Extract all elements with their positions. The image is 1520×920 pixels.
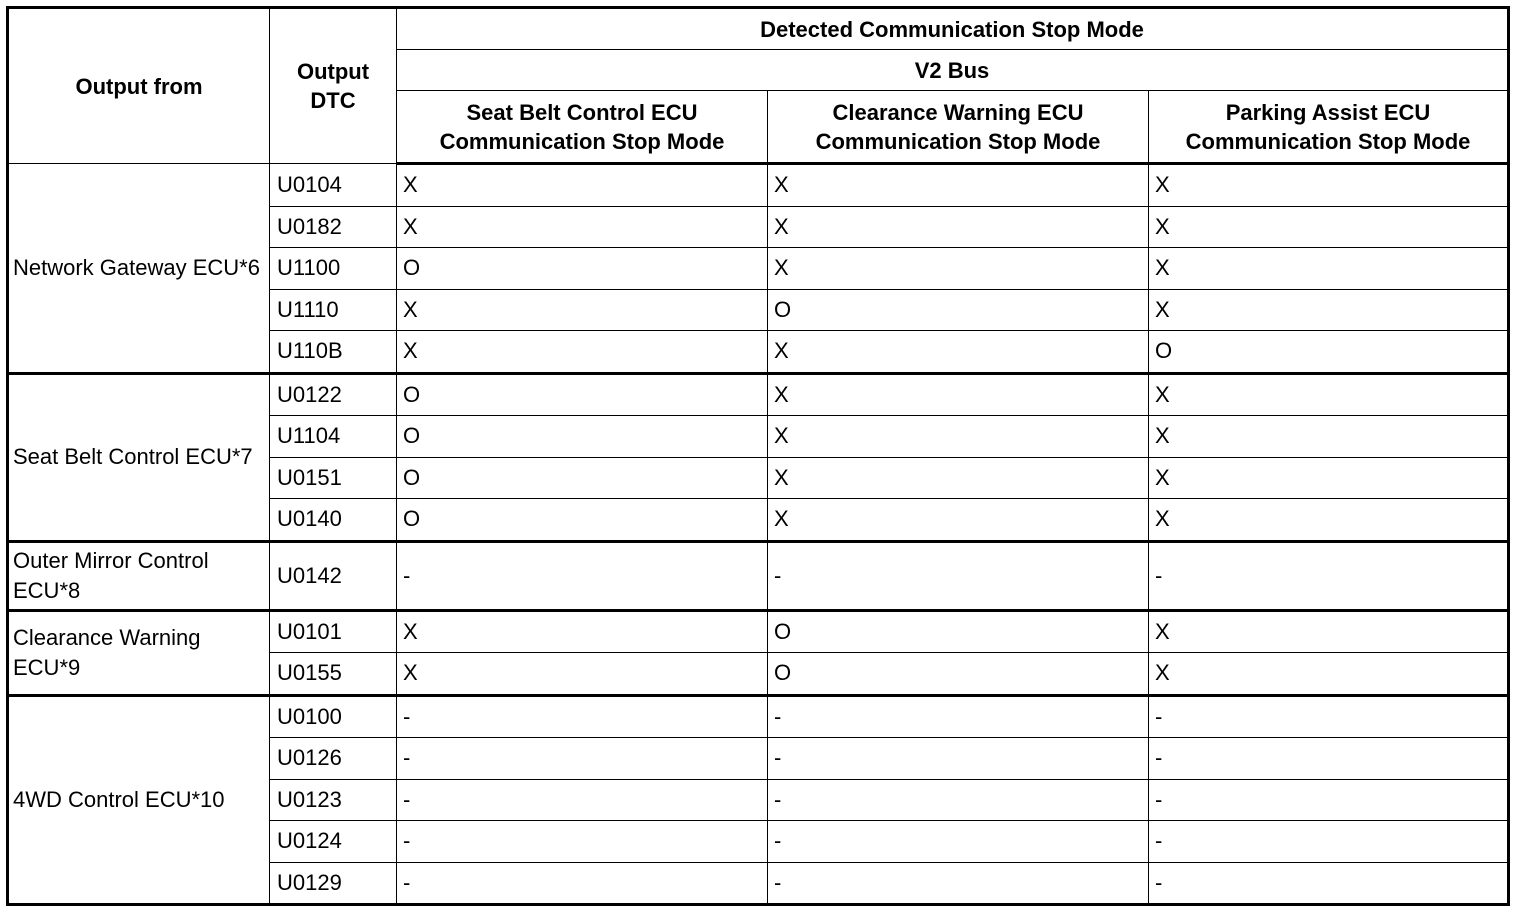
mode-value-cell: O xyxy=(397,416,768,458)
mode-value-cell: O xyxy=(768,653,1149,696)
header-detected-mode: Detected Communication Stop Mode xyxy=(397,8,1509,50)
mode-value-cell: - xyxy=(768,541,1149,610)
table-row xyxy=(8,695,1509,738)
mode-value-cell: - xyxy=(1149,779,1509,821)
mode-value-cell: - xyxy=(768,821,1149,863)
mode-value-cell: X xyxy=(1149,416,1509,458)
mode-value-cell: - xyxy=(1149,695,1509,738)
mode-value-cell: - xyxy=(1149,541,1509,610)
mode-value-cell: - xyxy=(397,541,768,610)
mode-value-cell: X xyxy=(397,610,768,653)
mode-value-cell: X xyxy=(1149,289,1509,331)
header-col-parking-assist: Parking Assist ECU Communication Stop Mode xyxy=(1149,91,1509,164)
table-row xyxy=(8,610,1509,653)
mode-value-cell: - xyxy=(768,695,1149,738)
mode-value-cell: O xyxy=(397,499,768,542)
mode-value-cell: X xyxy=(768,248,1149,290)
mode-value-cell: X xyxy=(768,373,1149,416)
mode-value-cell: - xyxy=(768,779,1149,821)
mode-value-cell: O xyxy=(768,289,1149,331)
mode-value-cell: - xyxy=(397,862,768,905)
dtc-cell: U0182 xyxy=(270,206,397,248)
dtc-cell: U0101 xyxy=(270,610,397,653)
mode-value-cell: O xyxy=(397,373,768,416)
mode-value-cell: - xyxy=(397,695,768,738)
mode-value-cell: X xyxy=(768,206,1149,248)
mode-value-cell: O xyxy=(768,610,1149,653)
mode-value-cell: X xyxy=(397,331,768,374)
mode-value-cell: - xyxy=(1149,738,1509,780)
mode-value-cell: - xyxy=(768,738,1149,780)
mode-value-cell: X xyxy=(397,206,768,248)
dtc-cell: U0155 xyxy=(270,653,397,696)
dtc-cell: U110B xyxy=(270,331,397,374)
table-row xyxy=(8,541,1509,610)
mode-value-cell: X xyxy=(768,499,1149,542)
mode-value-cell: X xyxy=(1149,248,1509,290)
mode-value-cell: X xyxy=(768,164,1149,207)
output-from-cell: Network Gateway ECU*6 xyxy=(8,164,270,374)
dtc-cell: U0140 xyxy=(270,499,397,542)
output-from-cell: 4WD Control ECU*10 xyxy=(8,695,270,905)
dtc-cell: U0151 xyxy=(270,457,397,499)
dtc-cell: U0142 xyxy=(270,541,397,610)
dtc-cell: U0104 xyxy=(270,164,397,207)
mode-value-cell: - xyxy=(768,862,1149,905)
mode-value-cell: O xyxy=(397,248,768,290)
header-output-dtc: Output DTC xyxy=(270,8,397,164)
mode-value-cell: - xyxy=(1149,821,1509,863)
dtc-cell: U0126 xyxy=(270,738,397,780)
communication-stop-mode-table xyxy=(6,6,1510,906)
dtc-cell: U1104 xyxy=(270,416,397,458)
mode-value-cell: X xyxy=(1149,206,1509,248)
mode-value-cell: X xyxy=(768,416,1149,458)
output-from-cell: Seat Belt Control ECU*7 xyxy=(8,373,270,541)
mode-value-cell: - xyxy=(397,738,768,780)
dtc-cell: U0129 xyxy=(270,862,397,905)
mode-value-cell: O xyxy=(397,457,768,499)
mode-value-cell: - xyxy=(397,779,768,821)
mode-value-cell: O xyxy=(1149,331,1509,374)
mode-value-cell: X xyxy=(1149,610,1509,653)
mode-value-cell: - xyxy=(1149,862,1509,905)
mode-value-cell: X xyxy=(1149,653,1509,696)
output-from-cell: Clearance Warning ECU*9 xyxy=(8,610,270,695)
dtc-cell: U0123 xyxy=(270,779,397,821)
table-row xyxy=(8,164,1509,207)
mode-value-cell: X xyxy=(1149,457,1509,499)
mode-value-cell: X xyxy=(1149,499,1509,542)
dtc-cell: U1110 xyxy=(270,289,397,331)
mode-value-cell: X xyxy=(397,289,768,331)
dtc-table-container xyxy=(6,6,1510,906)
header-col-seat-belt: Seat Belt Control ECU Communication Stop Mode xyxy=(397,91,768,164)
dtc-cell: U0100 xyxy=(270,695,397,738)
mode-value-cell: X xyxy=(397,653,768,696)
mode-value-cell: X xyxy=(768,457,1149,499)
dtc-cell: U0124 xyxy=(270,821,397,863)
mode-value-cell: X xyxy=(768,331,1149,374)
table-row xyxy=(8,373,1509,416)
table-body xyxy=(8,164,1509,905)
dtc-cell: U1100 xyxy=(270,248,397,290)
dtc-cell: U0122 xyxy=(270,373,397,416)
mode-value-cell: X xyxy=(1149,373,1509,416)
mode-value-cell: - xyxy=(397,821,768,863)
header-output-from: Output from xyxy=(8,8,270,164)
header-bus: V2 Bus xyxy=(397,50,1509,91)
header-col-clearance-warning: Clearance Warning ECU Communication Stop Mode xyxy=(768,91,1149,164)
mode-value-cell: X xyxy=(1149,164,1509,207)
mode-value-cell: X xyxy=(397,164,768,207)
output-from-cell: Outer Mirror Control ECU*8 xyxy=(8,541,270,610)
